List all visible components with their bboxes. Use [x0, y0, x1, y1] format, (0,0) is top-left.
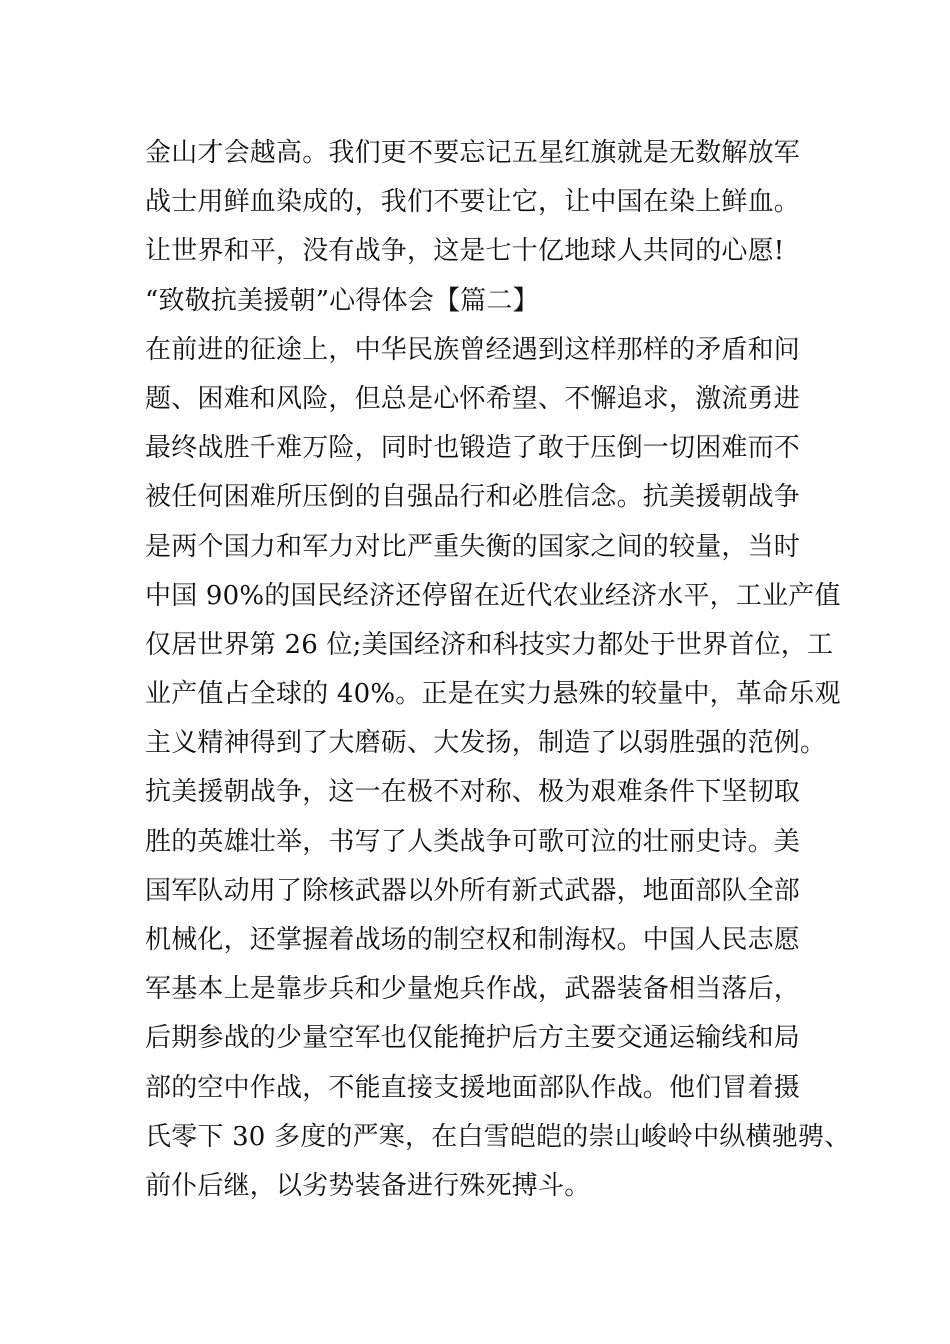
- text-line: 军基本上是靠步兵和少量炮兵作战，武器装备相当落后，: [145, 974, 801, 1005]
- text-line: 国军队动用了除核武器以外所有新式武器，地面部队全部: [145, 875, 801, 906]
- text-line: 后期参战的少量空军也仅能掩护后方主要交通运输线和局: [145, 1023, 801, 1054]
- text-line: 是两个国力和军力对比严重失衡的国家之间的较量，当时: [145, 531, 801, 562]
- text-line: 中国 90%的国民经济还停留在近代农业经济水平，工业产值: [145, 580, 841, 611]
- body-text: [145, 129, 851, 1211]
- text-line: 战士用鲜血染成的，我们不要让它，让中国在染上鲜血。: [145, 187, 801, 218]
- text-line: 在前进的征途上，中华民族曾经遇到这样那样的矛盾和问: [145, 334, 801, 365]
- text-line: 让世界和平，没有战争，这是七十亿地球人共同的心愿!: [145, 236, 785, 267]
- text-line: 机械化，还掌握着战场的制空权和制海权。中国人民志愿: [145, 925, 801, 955]
- text-line: 金山才会越高。我们更不要忘记五星红旗就是无数解放军: [145, 138, 801, 168]
- text-line: 仅居世界第 26 位;美国经济和科技实力都处于世界首位，工: [145, 629, 834, 660]
- text-line: 主义精神得到了大磨砺、大发扬，制造了以弱胜强的范例。: [145, 728, 827, 759]
- text-line: 被任何困难所压倒的自强品行和必胜信念。抗美援朝战争: [145, 482, 801, 513]
- text-line: 业产值占全球的 40%。正是在实力悬殊的较量中，革命乐观: [145, 679, 841, 710]
- section-heading: “致敬抗美援朝”心得体会【篇二】: [145, 285, 539, 316]
- text-line: 胜的英雄壮举，书写了人类战争可歌可泣的壮丽史诗。美: [145, 826, 801, 857]
- text-line: 抗美援朝战争，这一在极不对称、极为艰难条件下坚韧取: [145, 777, 801, 808]
- text-line: 最终战胜千难万险，同时也锻造了敢于压倒一切困难而不: [145, 433, 801, 464]
- text-line: 部的空中作战，不能直接支援地面部队作战。他们冒着摄: [145, 1072, 801, 1103]
- text-line: 氏零下 30 多度的严寒，在白雪皑皑的崇山峻岭中纵横驰骋、: [145, 1121, 851, 1152]
- text-line: 前仆后继，以劣势装备进行殊死搏斗。: [145, 1170, 591, 1201]
- text-line: 题、困难和风险，但总是心怀希望、不懈追求，激流勇进: [145, 383, 801, 414]
